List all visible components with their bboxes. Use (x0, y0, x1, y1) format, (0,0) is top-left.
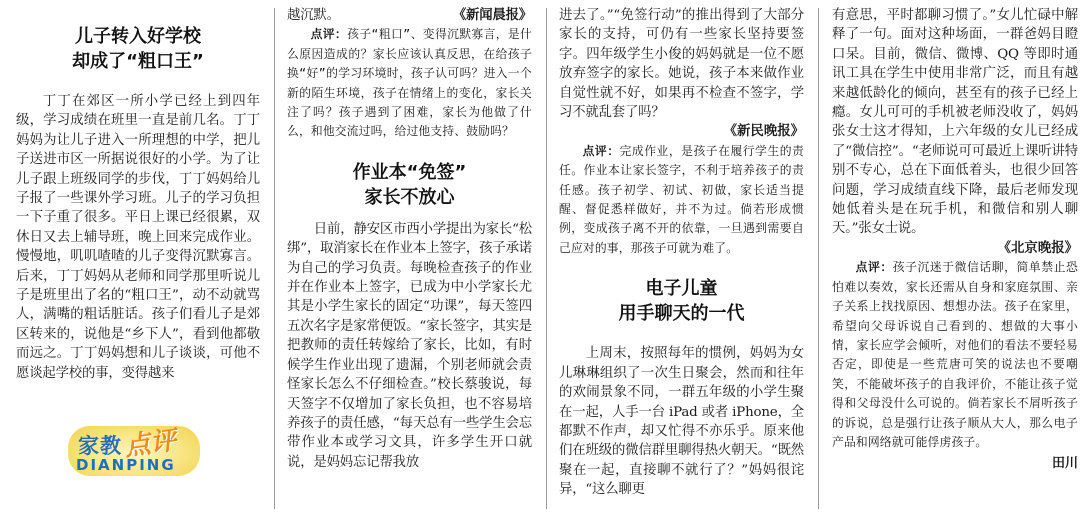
author-byline: 田川 (1051, 456, 1078, 472)
news-source: 《北京晚报》 (997, 239, 1078, 256)
column-divider (546, 8, 547, 509)
editor-comment: 点评：完成作业，是孩子在履行学生的责任。作业本让家长签字，不利于培养孩子的责任感。孩子初学、初试、初做，家长适当提醒、督促悉样做好，并不为过。倘若形成惯例，变成孩子离不开的依靠，一旦遇到需要自己应对的事，那孩子可就为难了。 (559, 143, 804, 255)
jiajiao-dianping-logo (68, 422, 200, 480)
column-4 (832, 6, 1078, 513)
headline-line: 却成了“粗口王” (72, 51, 204, 72)
headline-line: 用手聊天的一代 (618, 303, 745, 325)
continued-text: 越沉默。 《新闻晨报》 (287, 6, 532, 25)
news-source: 《新民晚报》 (723, 123, 804, 140)
headline-line: 作业本“免签” (352, 161, 467, 183)
column-divider (818, 8, 819, 509)
column-3 (559, 6, 804, 513)
comment-label: 点评： (855, 260, 893, 275)
logo-accent: 点评 (122, 425, 179, 463)
editor-comment: 点评：孩子沉迷于微信话聊，简单禁止恐怕难以奏效，家长还需从自身和家庭氛围、亲子关系上找找原因、想想办法。孩子在家里，希望向父母诉说自己看到的、想做的大事小情，家长应学会倾听，对他们的看法不要轻易否定，即使是一些荒唐可笑的说法也不要嘲笑，不能破坏孩子的自我评价，不能让孩子觉得和父母没什么可说的。倘若家长不屑听孩子的诉说，总是强行让孩子顺从大人，那么电子产品和网络就可能俘虏孩子。 (832, 260, 1078, 449)
column-divider (274, 8, 275, 509)
continued-text: 有意思，平时都聊习惯了。”女儿忙碌中解释了一句。面对这种场面，一群爸妈目瞪口呆。目前，微信、微博、QQ 等即时通讯工具在学生中使用非常广泛，而且有越来越低龄化的倾向，甚至有的孩子已经上瘾。女儿可可的手机被老师没收了，妈妈张女士这才得知，上六年级的女儿已经成了“微信控”。“老师说可可最近上课听讲特别不专心，总在下面低着头，也很少回答问题，学习成绩直线下降，最后老师发现她低着头是在玩手机，和微信和别人聊天。”张女士说。 (832, 8, 1078, 237)
editor-comment: 点评：孩子“粗口”、变得沉默寡言，是什么原因造成的？家长应该认真反思，在给孩子换“好”的学习环境时，孩子认可吗？进入一个新的陌生环境，孩子在情绪上的变化，家长关注了吗？孩子遇到了困难，家长为他做了什么，和他交流过吗，给过他支持、鼓励吗？ (287, 27, 532, 139)
news-source: 《新闻晨报》 (452, 7, 532, 23)
article-headline (559, 276, 804, 326)
article-body: 上周末，按照每年的惯例，妈妈为女儿琳琳组织了一次生日聚会，然而和往年的欢闹景象不同，一群五年级的小学生聚在一起，人手一台 iPad 或者 iPhone，全都默不作声，却又忙得不亦乐乎。原来他们在班级的微信群里聊得热火朝天。“既然聚在一起，直接聊不就行了？”妈妈很诧异，“这么聊更 (559, 346, 804, 498)
logo-title: 家教 (78, 434, 122, 458)
column-2 (287, 6, 532, 513)
headline-line: 电子儿童 (645, 278, 718, 300)
headline-line: 家长不放心 (364, 186, 455, 208)
article-headline (287, 160, 532, 210)
comment-label: 点评： (310, 27, 348, 42)
comment-label: 点评： (582, 143, 620, 158)
article-body: 丁丁在郊区一所小学已经上到四年级，学习成绩在班里一直是前几名。丁丁妈妈为让儿子进入一所理想的中学，把儿子送进市区一所据说很好的小学。为了让儿子跟上班级同学的步伐，丁丁妈妈给儿子报了一些课外学习班。儿子的学习负担一下子重了很多。平日上课已经很累，双休日又去上辅导班，晚上回来完成作业。慢慢地，叽叽喳喳的儿子变得沉默寡言。后来，丁丁妈妈从老师和同学那里听说儿子是班里出了名的“粗口王”，动不动就骂人，满嘴的粗话脏话。孩子们看儿子是郊区转来的，说他是“乡下人”，看到他都敬而远之。丁丁妈妈想和儿子谈谈，可他不愿谈起学校的事，变得越来 (16, 94, 260, 381)
logo-latin: DIANPING (76, 456, 176, 474)
headline-line: 儿子转入好学校 (75, 26, 201, 47)
article-body: 日前，静安区市西小学提出为家长“松绑”，取消家长在作业本上签字，孩子承诺为自己的学习负责。每晚检查孩子的作业并在作业本上签字，已成为中小学家长尤其是小学生家长的固定“功课”，每天签四五次名字是家常便饭。“家长签字，其实是把教师的责任转嫁给了家长，比如，有时候学生作业出现了遗漏，个别老师就会责怪家长怎么不仔细检查。”校长蔡骏说，每天签字不仅增加了家长负担，也不容易培养孩子的责任感，“每天总有一些学生会忘带作业本或学习文具，许多学生开口就说，是妈妈忘记帮我放 (287, 221, 532, 470)
article-headline (16, 24, 260, 74)
continued-text: 进去了。”“免签行动”的推出得到了大部分家长的支持，可仍有一些家长坚持要签字。四年级学生小俊的妈妈就是一位不愿放弃签字的家长。她说，孩子本来做作业自觉性就不好，如果再不检查不签字，学习不就乱套了吗？ (559, 8, 804, 121)
